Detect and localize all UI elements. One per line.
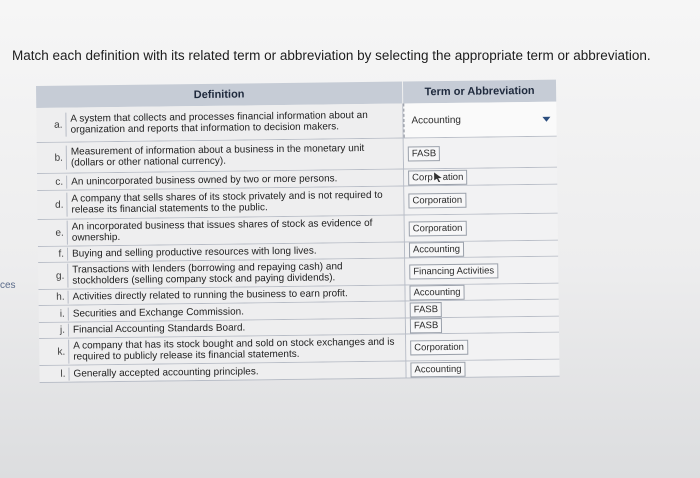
row-letter: k. (57, 346, 66, 358)
row-definition: Transactions with lenders (borrowing and repaying cash) and stockholders (selling company stock and paying dividends). (67, 260, 404, 288)
row-definition: A system that collects and processes financial information about an organization and reports that information to decision makers. (65, 109, 402, 137)
term-value: Corporation (408, 192, 466, 208)
term-select[interactable] (406, 317, 559, 334)
term-value: FASB (410, 318, 442, 333)
row-letter: d. (55, 199, 64, 211)
side-label: ces (0, 280, 16, 291)
row-letter: c. (55, 176, 64, 188)
term-value: Corporation (409, 220, 467, 236)
header-definition: Definition (36, 82, 403, 108)
row-definition: A company that sells shares of its stock privately and is not required to release its financial statements to the public. (66, 189, 403, 217)
term-select[interactable] (405, 257, 558, 285)
row-letter: i. (59, 308, 65, 320)
row-letter: a. (54, 119, 63, 131)
term-select[interactable] (404, 137, 557, 169)
row-definition: Buying and selling productive resources with long lives. (67, 245, 321, 261)
row-letter: h. (56, 291, 65, 303)
row-definition: Financial Accounting Standards Board. (68, 321, 249, 336)
term-select[interactable] (405, 284, 558, 301)
term-select[interactable] (403, 102, 556, 138)
term-select[interactable] (404, 168, 557, 186)
row-letter: e. (55, 227, 64, 239)
term-value: Accounting (411, 114, 461, 126)
row-letter: f. (58, 248, 65, 260)
term-select[interactable] (406, 300, 559, 318)
chevron-down-icon[interactable] (542, 117, 550, 122)
row-definition: Securities and Exchange Commission. (68, 305, 248, 320)
term-value: Accounting (409, 285, 464, 301)
matching-table (36, 80, 560, 383)
row-letter: j. (59, 324, 66, 336)
row-letter: b. (54, 152, 63, 164)
term-value: Accounting (409, 242, 464, 258)
term-select[interactable] (406, 333, 559, 361)
row-definition: Generally accepted accounting principles. (68, 365, 262, 380)
term-select[interactable] (404, 185, 557, 215)
mouse-cursor-icon (434, 172, 442, 182)
header-term: Term or Abbreviation (403, 80, 556, 104)
term-select[interactable] (405, 241, 558, 258)
row-definition: Activities directly related to running the business to earn profit. (68, 287, 352, 303)
term-value: Accounting (410, 361, 465, 377)
row-definition: A company that has its stock bought and sold on stock exchanges and is required to publicly release its financial statements. (68, 336, 405, 364)
term-value: Financing Activities (409, 263, 498, 279)
term-select[interactable] (405, 214, 558, 242)
row-definition: An incorporated business that issues shares of stock as evidence of ownership. (67, 217, 404, 245)
term-value: Corp ation (408, 169, 467, 185)
row-letter: l. (60, 368, 66, 380)
row-definition: Measurement of information about a business in the monetary unit (dollars or other national currency). (66, 142, 403, 170)
term-value: Corporation (410, 339, 468, 355)
row-definition: An unincorporated business owned by two or more persons. (66, 172, 341, 188)
row-letter: g. (55, 270, 65, 282)
term-select[interactable] (406, 360, 559, 378)
instructions-text: Match each definition with its related term or abbreviation by selecting the appropriate term or abbreviation. (12, 48, 651, 63)
term-value: FASB (410, 302, 442, 317)
term-value: FASB (408, 146, 440, 161)
